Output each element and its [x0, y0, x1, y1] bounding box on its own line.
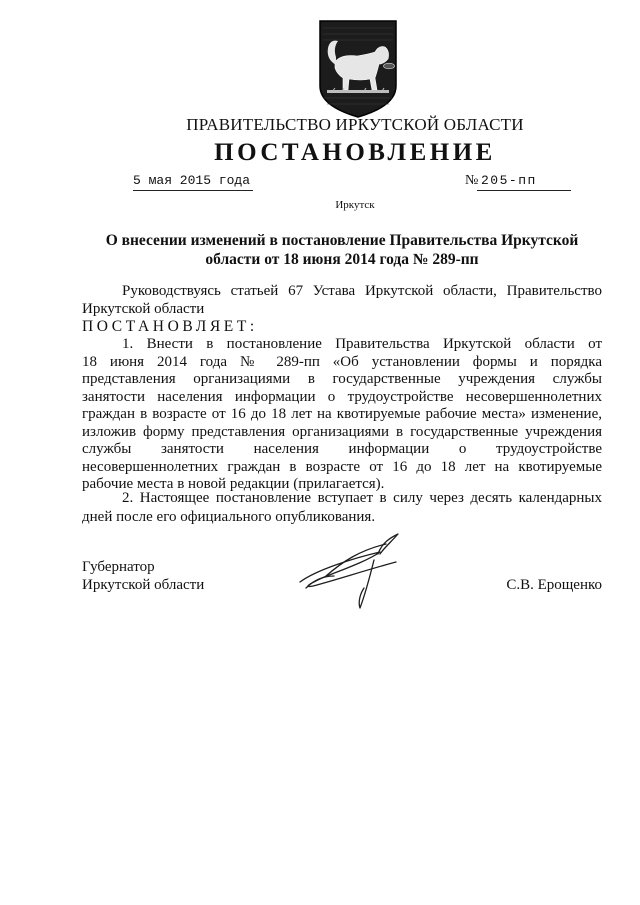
- body-line: дней после его официального опубликования.: [82, 509, 376, 525]
- item-2-paragraph: [82, 489, 602, 527]
- resolves-heading: ПОСТАНОВЛЯЕТ:: [82, 318, 258, 335]
- position-line: Иркутской области: [82, 577, 205, 593]
- body-line: занятости населения информации о трудоустройстве несовершеннолетних: [82, 388, 602, 405]
- body-line: несовершеннолетних граждан в возрасте от 16 до 18 лет на квотируемые: [82, 458, 602, 475]
- preamble-paragraph: [82, 283, 602, 318]
- body-line: 18 июня 2014 года № 289-пп «Об установлении формы и порядка: [82, 353, 602, 370]
- coat-of-arms-icon: [317, 18, 399, 118]
- title-line: области от 18 июня 2014 года № 289-пп: [205, 251, 479, 268]
- handwritten-signature-icon: [294, 530, 406, 612]
- signatory-position: [82, 558, 204, 594]
- body-line: Иркутской области: [82, 300, 205, 317]
- title-line: О внесении изменений в постановление Правительства Иркутской: [105, 232, 579, 249]
- position-line: Губернатор: [82, 559, 155, 575]
- number-sign: №: [465, 173, 479, 188]
- body-line: изложив форму представления организациями в государственные учреждения: [82, 423, 602, 440]
- body-line: службы занятости населения информации о трудоустройстве: [82, 441, 602, 457]
- body-line: 2. Настоящее постановление вступает в силу через десять календарных: [122, 490, 602, 506]
- item-1-paragraph: [82, 336, 602, 494]
- government-name: ПРАВИТЕЛЬСТВО ИРКУТСКОЙ ОБЛАСТИ: [186, 115, 524, 134]
- body-line: Руководствуясь статьей 67 Устава Иркутской области, Правительство: [122, 283, 602, 299]
- body-line: представления организациями в государственные учреждения службы: [82, 371, 602, 387]
- signatory-name: С.В. Ерощенко: [506, 577, 602, 593]
- city-name: Иркутск: [335, 199, 375, 211]
- body-line: рабочие места в новой редакции (прилагается).: [82, 476, 385, 492]
- document-number: 205-пп: [477, 172, 571, 191]
- document-title: [82, 231, 602, 269]
- body-line: 1. Внести в постановление Правительства Иркутской области от: [122, 336, 602, 352]
- document-type-heading: ПОСТАНОВЛЕНИЕ: [214, 139, 496, 166]
- coat-of-arms-shield: [317, 18, 399, 118]
- body-line: граждан в возрасте от 16 до 18 лет на квотируемые рабочие места» изменение,: [82, 406, 602, 422]
- document-date: 5 мая 2015 года: [133, 172, 253, 191]
